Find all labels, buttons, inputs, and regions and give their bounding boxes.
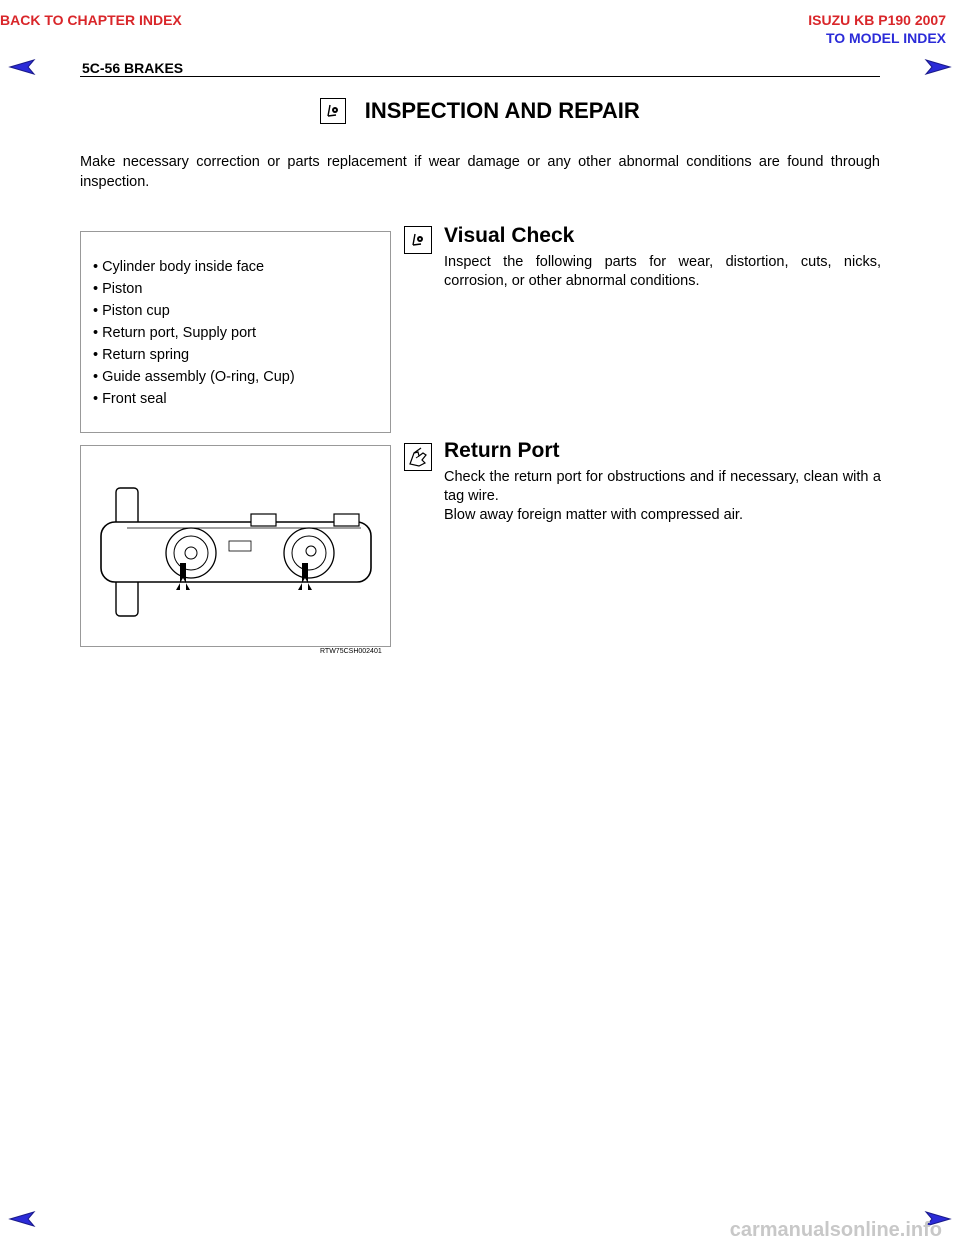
inspection-icon — [320, 98, 346, 124]
visual-check-title: Visual Check — [444, 224, 575, 247]
watermark-text: carmanualsonline.info — [729, 1219, 942, 1241]
intro-paragraph: Make necessary correction or parts replacement if wear damage or any other abnormal conditions are found through inspection. — [80, 154, 880, 190]
inspection-icon — [404, 226, 432, 254]
main-title-row — [0, 98, 960, 124]
to-model-index-link[interactable]: TO MODEL INDEX — [825, 30, 946, 46]
model-title: ISUZU KB P190 2007 — [808, 12, 946, 28]
return-port-text: Check the return port for obstructions and if necessary, clean with a tag wire. — [444, 469, 881, 504]
figure-code: RTW75CSH002401 — [320, 648, 382, 655]
previous-page-arrow-bottom-icon[interactable] — [8, 1210, 36, 1228]
page-header-label: 5C-56 BRAKES — [82, 60, 184, 76]
page-title: INSPECTION AND REPAIR — [364, 98, 640, 123]
list-item: • Return spring — [93, 344, 295, 366]
previous-page-arrow-icon[interactable] — [8, 58, 36, 76]
next-page-arrow-icon[interactable] — [924, 58, 952, 76]
visual-check-text: Inspect the following parts for wear, distortion, cuts, nicks, corrosion, or other abnormal conditions. — [444, 254, 881, 289]
header-divider — [80, 76, 880, 77]
inspection-checklist — [93, 256, 295, 410]
inspection-checklist-box — [80, 231, 391, 433]
list-item: • Cylinder body inside face — [93, 256, 295, 278]
master-cylinder-figure — [80, 445, 391, 647]
list-item: • Piston — [93, 278, 295, 300]
return-port-text-2: Blow away foreign matter with compressed air. — [444, 507, 743, 523]
list-item: • Return port, Supply port — [93, 322, 295, 344]
hand-tool-icon — [404, 443, 432, 471]
return-port-title: Return Port — [444, 439, 560, 462]
back-to-chapter-index-link[interactable]: BACK TO CHAPTER INDEX — [0, 12, 182, 28]
list-item: • Guide assembly (O-ring, Cup) — [93, 366, 295, 388]
master-cylinder-illustration — [81, 446, 390, 646]
list-item: • Piston cup — [93, 300, 295, 322]
list-item: • Front seal — [93, 388, 295, 410]
